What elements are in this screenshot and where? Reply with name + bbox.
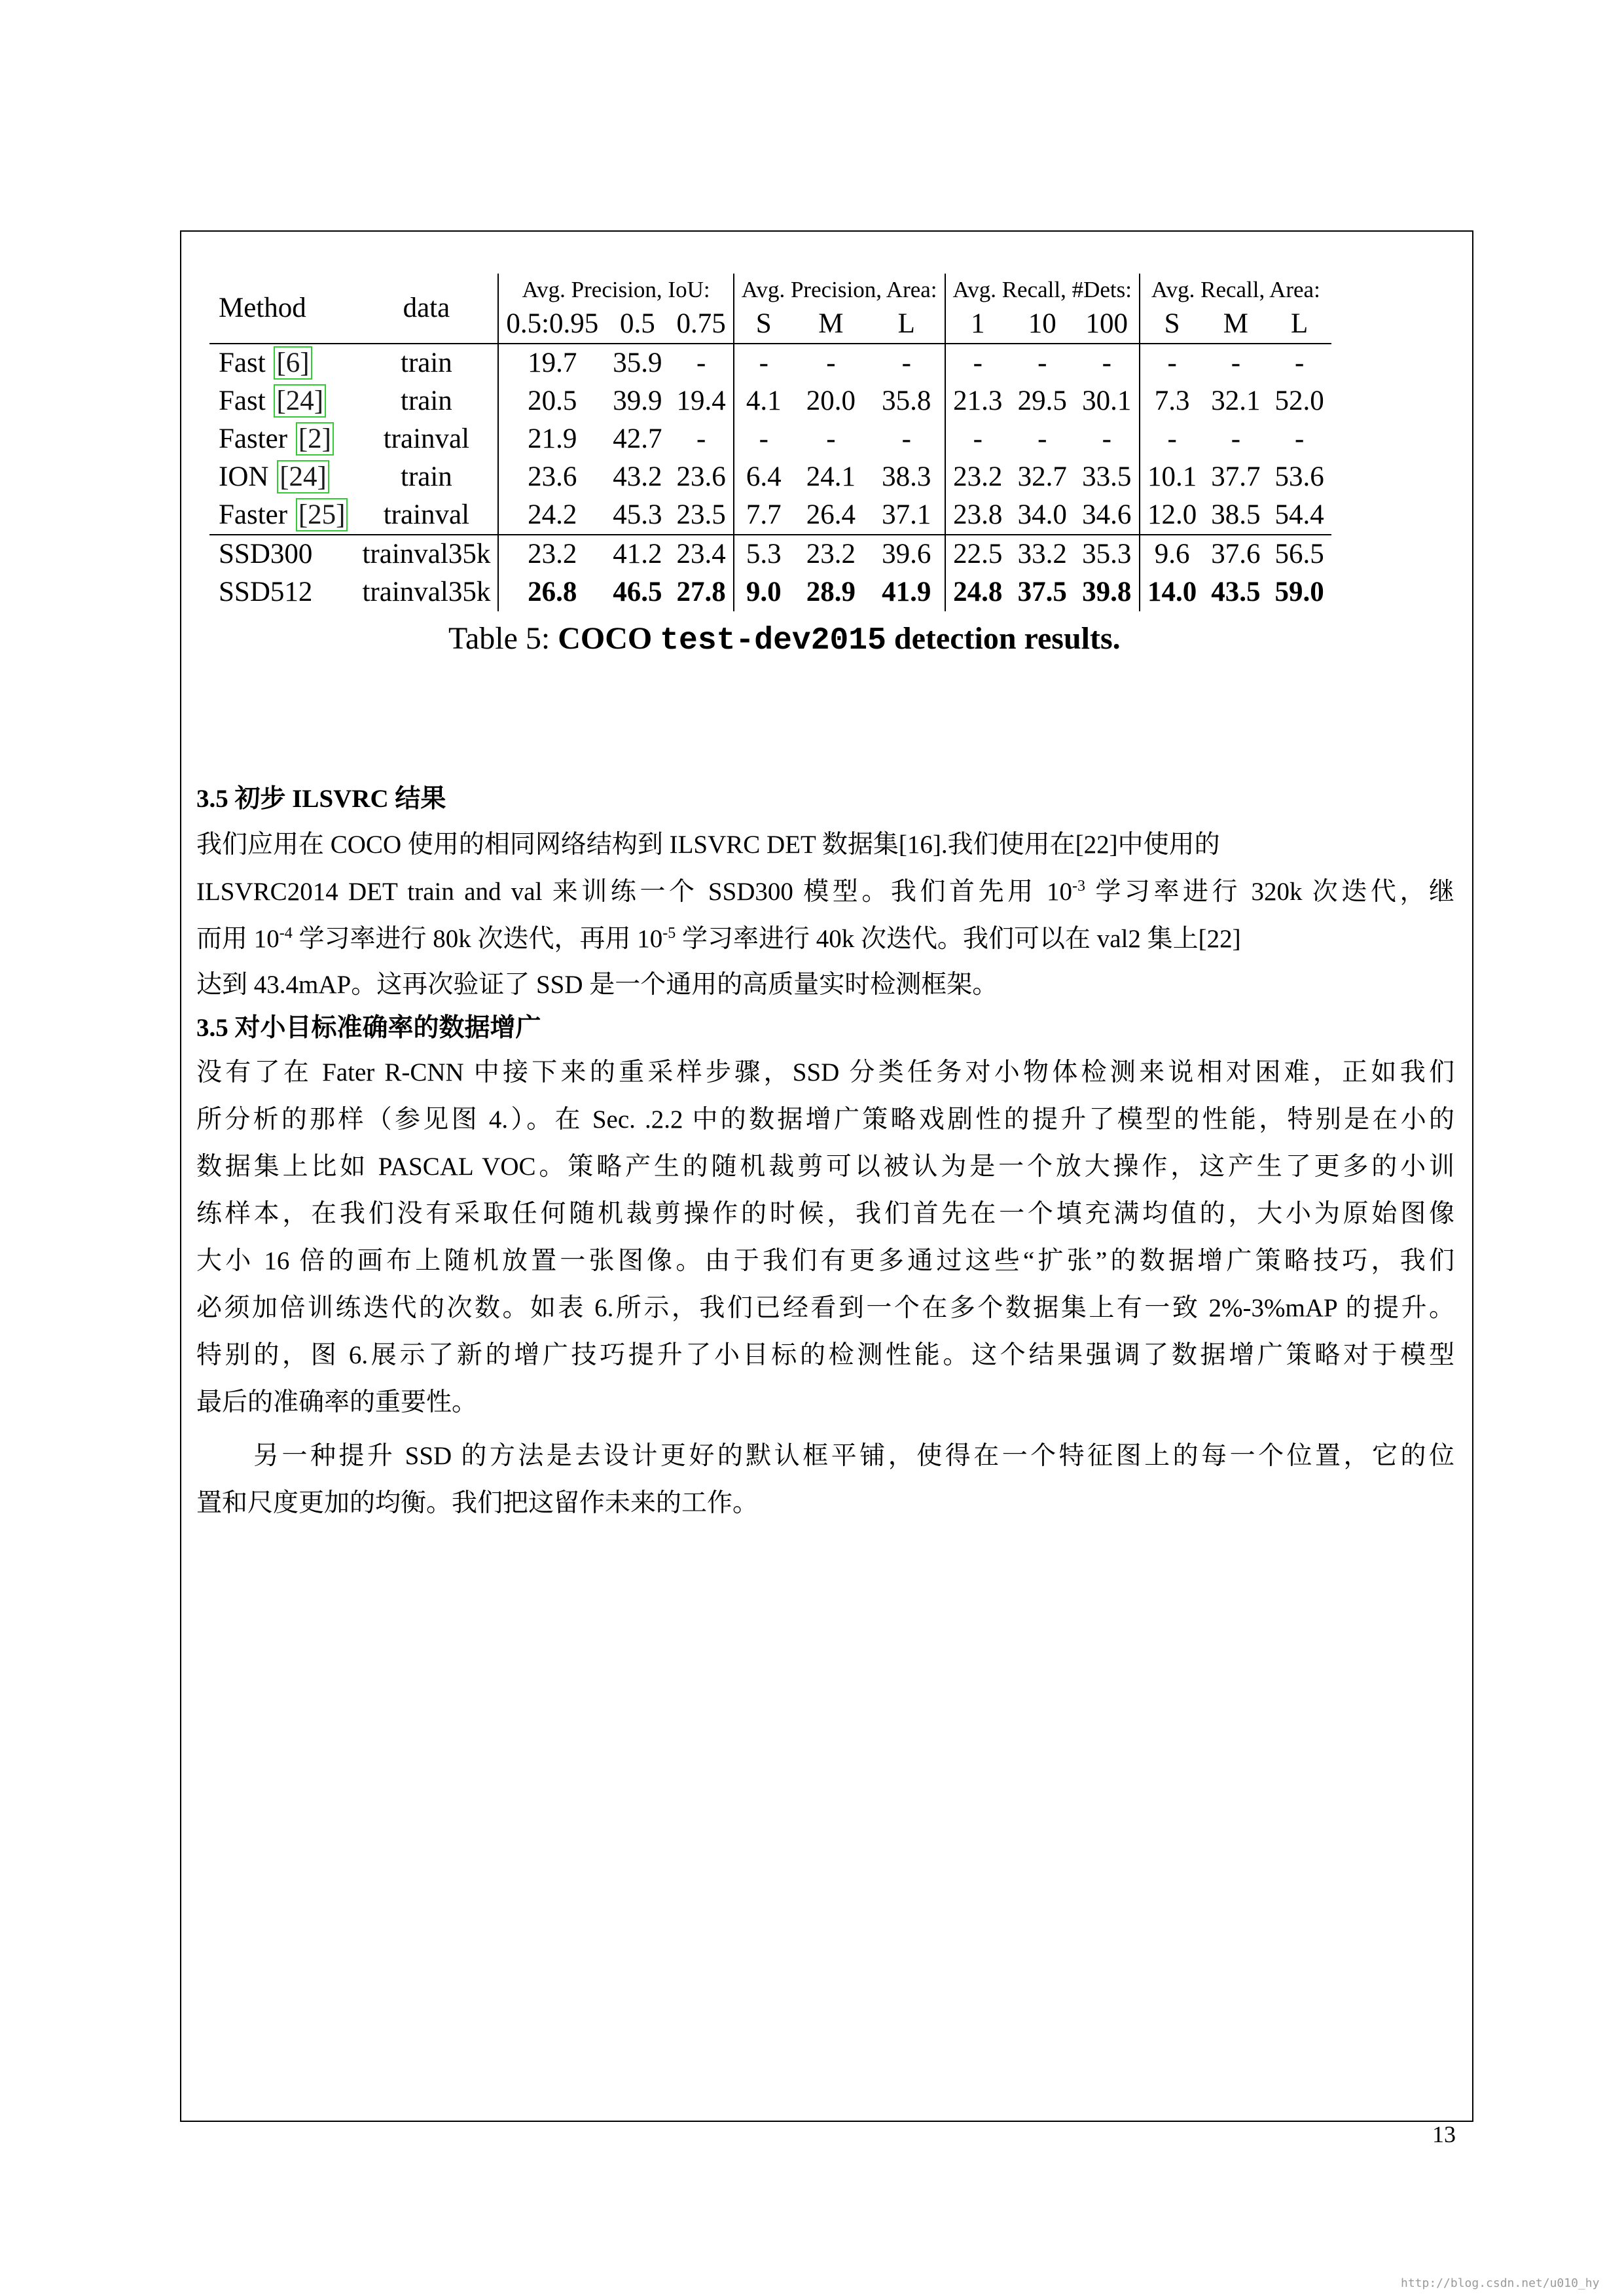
text-span: 学习率进行 80k 次迭代，再用 10	[292, 925, 663, 953]
cell-value: 23.4	[670, 535, 734, 573]
superscript: -5	[662, 925, 676, 942]
header-group-recall-dets: Avg. Recall, #Dets:	[945, 274, 1140, 305]
cell-value: 32.1	[1211, 386, 1261, 416]
table-row	[209, 535, 1331, 573]
subheader: 0.75	[670, 305, 734, 344]
cell-value: 19.7	[528, 348, 577, 378]
cell-value: 37.5	[1017, 577, 1067, 607]
paragraph-line: 必须加倍训练迭代的次数。如表 6.所示，我们已经看到一个在多个数据集上有一致 2%-3%mAP 的提升。	[196, 1294, 1454, 1322]
cell-value: 32.7	[1017, 461, 1067, 492]
cell-value: -	[670, 420, 734, 458]
table-row	[209, 382, 1331, 420]
table-body	[209, 344, 1331, 611]
paragraph-line: 数据集上比如 PASCAL VOC。策略产生的随机裁剪可以被认为是一个放大操作，这产生了更多的小训	[196, 1153, 1454, 1181]
cell-value: 54.4	[1274, 499, 1324, 530]
cell-value: -	[1231, 423, 1241, 454]
subheader: M	[793, 305, 869, 344]
cell-value: 30.1	[1074, 382, 1140, 420]
table-caption	[448, 619, 1121, 660]
header-data: data	[355, 274, 498, 344]
citation-link[interactable]: [24]	[274, 384, 326, 418]
cell-value: 38.5	[1211, 499, 1261, 530]
cell-value: -	[1167, 348, 1177, 378]
citation-link[interactable]: [24]	[277, 460, 329, 493]
method-name: SSD512	[219, 577, 313, 607]
table-row	[209, 420, 1331, 458]
cell-value: 12.0	[1147, 499, 1197, 530]
cell-value: 37.1	[869, 496, 945, 535]
subheader: S	[1140, 305, 1204, 344]
paragraph-line	[196, 923, 1241, 956]
cell-value: 24.1	[806, 461, 856, 492]
cell-data: trainval	[355, 420, 498, 458]
table-row	[209, 573, 1331, 611]
citation-link[interactable]: [2]	[296, 422, 334, 456]
cell-value: 41.9	[869, 573, 945, 611]
cell-value: 35.8	[869, 382, 945, 420]
cell-value: 6.4	[746, 461, 782, 492]
cell-value: 27.8	[670, 573, 734, 611]
cell-value: 38.3	[869, 458, 945, 496]
caption-prefix: Table 5:	[448, 621, 558, 656]
cell-value: -	[1294, 423, 1305, 454]
cell-value: 26.4	[806, 499, 856, 530]
cell-value: -	[973, 348, 983, 378]
cell-data: train	[355, 382, 498, 420]
paragraph-line: 没有了在 Fater R-CNN 中接下来的重采样步骤，SSD 分类任务对小物体检测来说相对困难，正如我们	[196, 1058, 1454, 1086]
cell-value: 9.6	[1140, 535, 1204, 573]
cell-value: 35.9	[613, 348, 662, 378]
method-name: Fast	[219, 348, 266, 378]
watermark-url: http://blog.csdn.net/u010_hy	[1401, 2276, 1600, 2290]
paragraph-line: 最后的准确率的重要性。	[196, 1388, 478, 1416]
cell-value: -	[826, 348, 836, 378]
cell-value: 59.0	[1274, 577, 1324, 607]
cell-value: -	[869, 420, 945, 458]
cell-data: trainval35k	[355, 573, 498, 611]
cell-method	[209, 420, 355, 458]
cell-value: 19.4	[670, 382, 734, 420]
cell-value: 21.9	[528, 423, 577, 454]
cell-value: 22.5	[945, 535, 1010, 573]
cell-value: -	[1074, 420, 1140, 458]
header-group-precision-area: Avg. Precision, Area:	[734, 274, 945, 305]
cell-value: 39.9	[613, 386, 662, 416]
subheader: 1	[945, 305, 1010, 344]
cell-data: trainval35k	[355, 535, 498, 573]
subheader: L	[1267, 305, 1331, 344]
cell-method	[209, 344, 355, 382]
cell-value: 43.5	[1211, 577, 1261, 607]
cell-value: 23.2	[953, 461, 1003, 492]
cell-value: 37.7	[1211, 461, 1261, 492]
header-group-recall-area: Avg. Recall, Area:	[1151, 277, 1320, 302]
cell-value: -	[1038, 423, 1047, 454]
cell-method	[209, 496, 355, 535]
cell-data: trainval	[355, 496, 498, 535]
paragraph-line: 另一种提升 SSD 的方法是去设计更好的默认框平铺，使得在一个特征图上的每一个位置，它的位	[196, 1442, 1454, 1470]
cell-value: 7.3	[1154, 386, 1190, 416]
cell-value: 7.7	[746, 499, 782, 530]
cell-value: -	[759, 348, 768, 378]
cell-value: 34.6	[1074, 496, 1140, 535]
paragraph-line: 练样本，在我们没有采取任何随机裁剪操作的时候，我们首先在一个填充满均值的，大小为原始图像	[196, 1200, 1454, 1228]
section-heading-ilsvrc: 3.5 初步 ILSVRC 结果	[196, 785, 446, 813]
table-row	[209, 344, 1331, 382]
cell-value: 23.2	[498, 535, 605, 573]
caption-code: test-dev2015	[660, 623, 886, 658]
cell-value: 39.6	[869, 535, 945, 573]
cell-value: 23.6	[670, 458, 734, 496]
method-name: Faster	[219, 423, 288, 454]
paragraph-line: 达到 43.4mAP。这再次验证了 SSD 是一个通用的高质量实时检测框架。	[196, 971, 998, 999]
subheader: 100	[1074, 305, 1140, 344]
cell-value: 24.2	[528, 499, 577, 530]
cell-value: 53.6	[1274, 461, 1324, 492]
cell-value: -	[759, 423, 768, 454]
cell-value: -	[1294, 348, 1305, 378]
cell-value: 52.0	[1274, 386, 1324, 416]
cell-value: 35.3	[1074, 535, 1140, 573]
section-heading-augmentation: 3.5 对小目标准确率的数据增广	[196, 1014, 541, 1042]
cell-value: 5.3	[734, 535, 793, 573]
cell-value: -	[670, 344, 734, 382]
cell-value: 43.2	[613, 461, 662, 492]
cell-value: 9.0	[746, 577, 782, 607]
caption-bold-1: COCO	[558, 621, 660, 656]
subheader: 10	[1010, 305, 1074, 344]
cell-value: 33.2	[1010, 535, 1074, 573]
cell-value: 10.1	[1147, 461, 1197, 492]
cell-value: 21.3	[953, 386, 1003, 416]
cell-value: 24.8	[953, 577, 1003, 607]
subheader: 0.5:0.95	[498, 305, 605, 344]
paragraph-line: 置和尺度更加的均衡。我们把这留作未来的工作。	[196, 1489, 759, 1517]
header-method: Method	[209, 274, 355, 344]
paragraph-line: 我们应用在 COCO 使用的相同网络结构到 ILSVRC DET 数据集[16].我们使用在[22]中使用的	[196, 831, 1220, 859]
page-number: 13	[1432, 2121, 1456, 2147]
table-group-header-row	[209, 274, 1331, 305]
cell-value: 45.3	[613, 499, 662, 530]
cell-value: -	[1038, 348, 1047, 378]
cell-value: 33.5	[1074, 458, 1140, 496]
cell-value: 23.2	[793, 535, 869, 573]
cell-value: -	[1231, 348, 1241, 378]
citation-link[interactable]: [6]	[274, 346, 312, 380]
paragraph-line: 所分析的那样（参见图 4.）。在 Sec. .2.2 中的数据增广策略戏剧性的提升了模型的性能，特别是在小的	[196, 1105, 1454, 1134]
paragraph-line	[196, 876, 1454, 908]
cell-value: 23.5	[670, 496, 734, 535]
cell-value: -	[1074, 344, 1140, 382]
cell-value: 4.1	[746, 386, 782, 416]
cell-value: 20.0	[806, 386, 856, 416]
cell-data: train	[355, 344, 498, 382]
cell-value: 20.5	[528, 386, 577, 416]
method-name: ION	[219, 461, 269, 492]
cell-value: -	[826, 423, 836, 454]
coco-results-table	[209, 274, 1331, 611]
cell-value: 46.5	[613, 577, 662, 607]
method-name: Fast	[219, 386, 266, 416]
cell-value: 34.0	[1017, 499, 1067, 530]
citation-link[interactable]: [25]	[296, 498, 348, 531]
text-span: ILSVRC2014 DET train and val 来训练一个 SSD300 模型。我们首先用 10	[196, 878, 1073, 906]
paragraph-line: 大小 16 倍的画布上随机放置一张图像。由于我们有更多通过这些“扩张”的数据增广策略技巧，我们	[196, 1247, 1454, 1275]
subheader: S	[734, 305, 793, 344]
cell-value: 41.2	[605, 535, 669, 573]
cell-value: 37.6	[1204, 535, 1267, 573]
table-row	[209, 458, 1331, 496]
paragraph-line: 特别的，图 6.展示了新的增广技巧提升了小目标的检测性能。这个结果强调了数据增广策略对于模型	[196, 1341, 1454, 1369]
cell-value: -	[1167, 423, 1177, 454]
header-group-precision-iou: Avg. Precision, IoU:	[498, 274, 733, 305]
superscript: -4	[279, 925, 293, 942]
cell-value: 29.5	[1017, 386, 1067, 416]
cell-value: 23.6	[528, 461, 577, 492]
caption-bold-2: detection results.	[886, 621, 1121, 656]
text-span: 学习率进行 40k 次迭代。我们可以在 val2 集上[22]	[676, 925, 1241, 953]
text-span: 而用 10	[196, 925, 280, 953]
cell-method	[209, 382, 355, 420]
cell-value: 39.8	[1074, 573, 1140, 611]
cell-value: 23.8	[953, 499, 1003, 530]
cell-value: -	[869, 344, 945, 382]
cell-method	[209, 573, 355, 611]
cell-value: 56.5	[1267, 535, 1331, 573]
method-name: Faster	[219, 499, 288, 530]
cell-value: 28.9	[806, 577, 856, 607]
cell-data: train	[355, 458, 498, 496]
text-span: 学习率进行 320k 次迭代，继	[1085, 878, 1454, 906]
cell-value: 26.8	[528, 577, 577, 607]
subheader: 0.5	[605, 305, 669, 344]
cell-value: 14.0	[1147, 577, 1197, 607]
cell-method	[209, 458, 355, 496]
superscript: -3	[1072, 878, 1086, 895]
cell-value: 42.7	[613, 423, 662, 454]
table-row	[209, 496, 1331, 535]
subheader: L	[869, 305, 945, 344]
cell-method	[209, 535, 355, 573]
subheader: M	[1204, 305, 1267, 344]
method-name: SSD300	[219, 539, 313, 569]
cell-value: -	[973, 423, 983, 454]
